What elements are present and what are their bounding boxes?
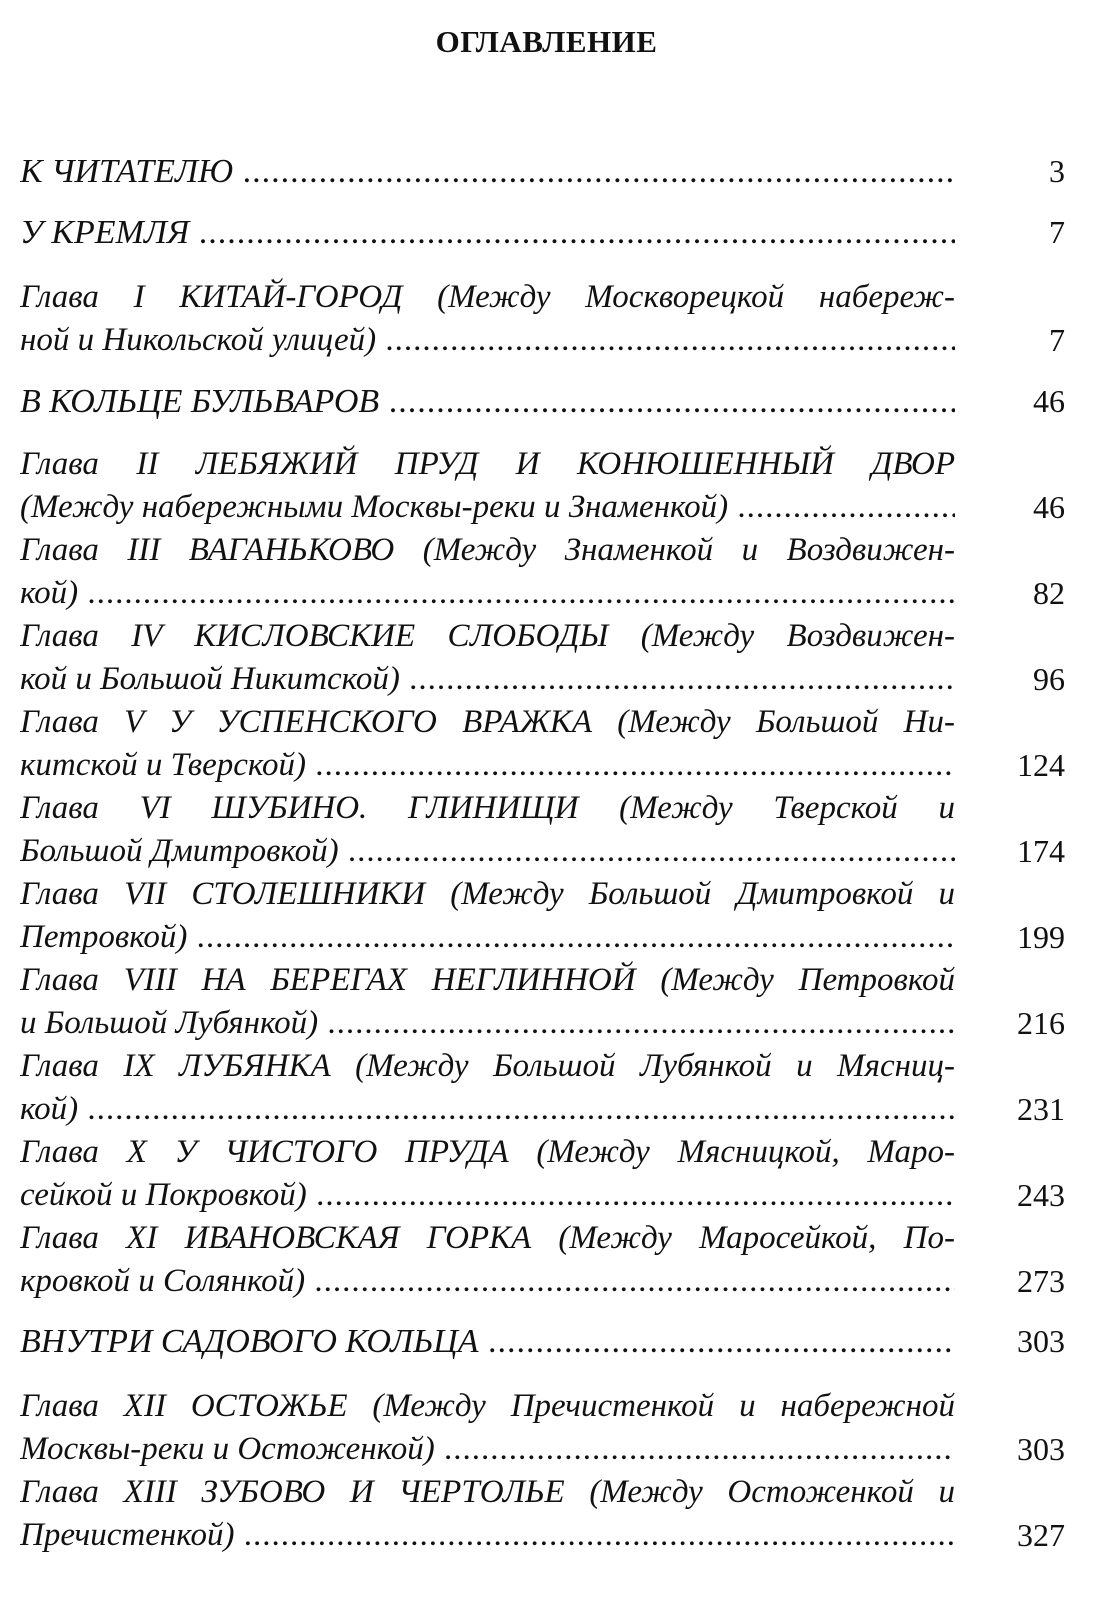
toc-entry-title: и Большой Лубянкой) .....: [20, 1002, 955, 1045]
toc-page-number: 3: [1049, 153, 1065, 189]
toc-entry-chapter-10[interactable]: [20, 1131, 1065, 1217]
toc-entry-title: В КОЛЬЦЕ БУЛЬВАРОВ .....: [20, 380, 955, 423]
toc-entry-line: [20, 830, 1065, 873]
toc-entry-title-line: Глава VIII НА БЕРЕГАХ НЕГЛИННОЙ (Между Петровкой: [20, 962, 955, 998]
toc-entry-chapter-9[interactable]: [20, 1045, 1065, 1131]
toc-entry-title-line: Глава V У УСПЕНСКОГО ВРАЖКА (Между Большой Ни-: [20, 704, 955, 740]
toc-entry-title: У КРЕМЛЯ .....: [20, 211, 955, 254]
toc-entry-title-line: Глава VII СТОЛЕШНИКИ (Между Большой Дмитровкой и: [20, 876, 955, 912]
toc-entry-line: [20, 150, 1065, 193]
toc-page-number: 174: [1017, 833, 1065, 869]
toc-entry-title-line: Глава X У ЧИСТОГО ПРУДА (Между Мясницкой, Маро-: [20, 1134, 955, 1170]
toc-entry-line: [20, 572, 1065, 615]
toc-entry-title: ной и Никольской улицей) .....: [20, 319, 955, 362]
toc-entry-title-line: Глава VI ШУБИНО. ГЛИНИЩИ (Между Тверской и: [20, 790, 955, 826]
toc-entry-title: Москвы-реки и Остоженкой) .....: [20, 1428, 955, 1471]
toc-entry-title: китской и Тверской) .....: [20, 744, 955, 787]
toc-entry-line: [20, 744, 1065, 787]
toc-entry-title: ВНУТРИ САДОВОГО КОЛЬЦА .....: [20, 1320, 955, 1363]
toc-entry-title: кой) .....: [20, 1088, 955, 1131]
toc-entry-title-line: Глава II ЛЕБЯЖИЙ ПРУД И КОНЮШЕННЫЙ ДВОР: [20, 446, 955, 482]
toc-entry-title-line: Глава I КИТАЙ-ГОРОД (Между Москворецкой набереж-: [20, 279, 955, 315]
page-title: ОГЛАВЛЕНИЕ: [435, 24, 658, 59]
toc-page-number: 243: [1017, 1177, 1065, 1213]
toc-entry-chapter-6[interactable]: [20, 787, 1065, 873]
toc-entry-line: [20, 1514, 1065, 1557]
toc-page-number: 124: [1017, 747, 1065, 783]
toc-entry-title: К ЧИТАТЕЛЮ .....: [20, 150, 955, 193]
toc-entry-title: (Между набережными Москвы-реки и Знаменкой) .....: [20, 486, 955, 529]
toc-page-number: 7: [1049, 322, 1065, 358]
toc-entry-chapter-11[interactable]: [20, 1217, 1065, 1303]
toc-entry-line: [20, 319, 1065, 362]
toc-entry-kremlin[interactable]: [20, 211, 1065, 254]
toc-entry-title-line: Глава XIII ЗУБОВО И ЧЕРТОЛЬЕ (Между Остоженкой и: [20, 1474, 955, 1510]
toc-entry-line: [20, 211, 1065, 254]
toc-page-number: 46: [1033, 383, 1065, 419]
toc-entry-to-reader[interactable]: [20, 150, 1065, 193]
toc-entry-chapter-3[interactable]: [20, 529, 1065, 615]
toc-entry-chapter-1[interactable]: [20, 276, 1065, 362]
toc-page-number: 7: [1049, 214, 1065, 250]
toc-page-number: 82: [1033, 575, 1065, 611]
toc-entry-title-line: Глава XII ОСТОЖЬЕ (Между Пречистенкой и набережной: [20, 1388, 955, 1424]
toc-entry-title: кой и Большой Никитской) .....: [20, 658, 955, 701]
toc-entry-title-line: Глава III ВАГАНЬКОВО (Между Знаменкой и Воздвижен-: [20, 532, 955, 568]
toc-entry-line: [20, 658, 1065, 701]
toc-entry-chapter-4[interactable]: [20, 615, 1065, 701]
toc-entry-title-line: Глава IX ЛУБЯНКА (Между Большой Лубянкой и Мясниц-: [20, 1048, 955, 1084]
toc-entry-line: [20, 1320, 1065, 1363]
toc-page-number: 199: [1017, 919, 1065, 955]
toc-entry-line: [20, 380, 1065, 423]
toc-page-number: 46: [1033, 489, 1065, 525]
toc-entry-chapter-8[interactable]: [20, 959, 1065, 1045]
toc-entry-title: кровкой и Солянкой) .....: [20, 1260, 955, 1303]
toc-entry-line: [20, 1174, 1065, 1217]
toc-entry-chapter-13[interactable]: [20, 1471, 1065, 1557]
toc-entry-chapter-5[interactable]: [20, 701, 1065, 787]
toc-entry-line: [20, 1002, 1065, 1045]
toc-page-number: 96: [1033, 661, 1065, 697]
toc-entry-title: сейкой и Покровкой) .....: [20, 1174, 955, 1217]
toc-entry-title: Большой Дмитровкой) .....: [20, 830, 955, 873]
toc-entry-line: [20, 486, 1065, 529]
toc-entry-title-line: Глава IV КИСЛОВСКИЕ СЛОБОДЫ (Между Воздвижен-: [20, 618, 955, 654]
toc-entry-chapter-12[interactable]: [20, 1385, 1065, 1471]
toc-entry-title: Петровкой) .....: [20, 916, 955, 959]
toc-entry-chapter-2[interactable]: [20, 443, 1065, 529]
toc-entry-boulevard-ring[interactable]: [20, 380, 1065, 423]
toc-page-number: 327: [1017, 1517, 1065, 1553]
toc-entry-line: [20, 1428, 1065, 1471]
toc-entry-line: [20, 916, 1065, 959]
toc-entry-title-line: Глава XI ИВАНОВСКАЯ ГОРКА (Между Маросейкой, По-: [20, 1220, 955, 1256]
toc-page-number: 231: [1017, 1091, 1065, 1127]
toc-page-number: 303: [1017, 1323, 1065, 1359]
toc-entry-title: кой) .....: [20, 572, 955, 615]
toc-entry-line: [20, 1088, 1065, 1131]
toc-entry-garden-ring[interactable]: [20, 1320, 1065, 1363]
toc-entry-chapter-7[interactable]: [20, 873, 1065, 959]
toc-page-number: 216: [1017, 1005, 1065, 1041]
toc-page-number: 273: [1017, 1263, 1065, 1299]
toc-page-number: 303: [1017, 1431, 1065, 1467]
toc-entry-title: Пречистенкой) .....: [20, 1514, 955, 1557]
toc-entry-line: [20, 1260, 1065, 1303]
